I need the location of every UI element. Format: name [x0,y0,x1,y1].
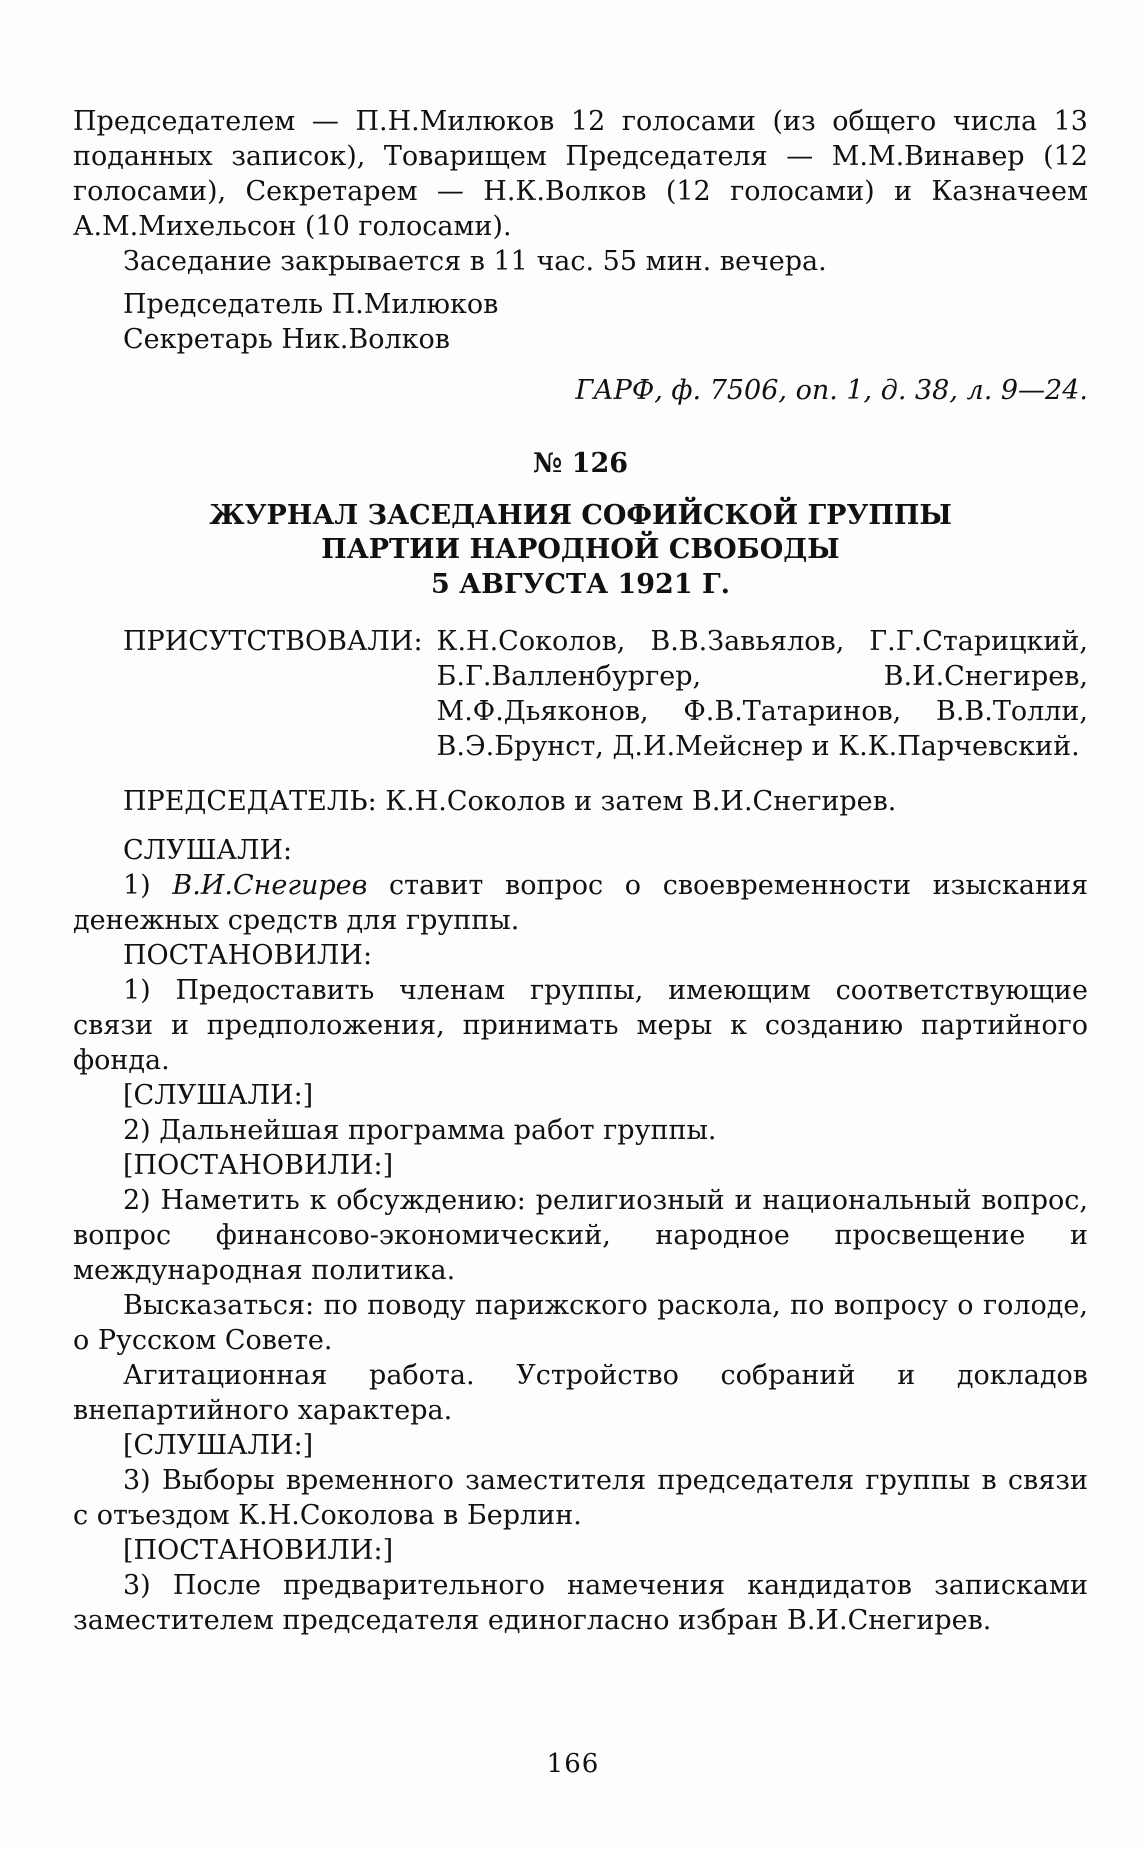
item3-heard-text: 3) Выборы временного заместителя председателя группы в связи с отъездом К.Н.Соколова в Берлин. [73,1465,1088,1531]
item2-heard-text: 2) Дальнейшая программа работ группы. [123,1115,717,1146]
closing-line: Заседание закрывается в 11 час. 55 мин. вечера. [123,246,827,277]
signature-chair: Председатель П.Милюков [123,289,499,320]
item2-extra-speak: Высказаться: по поводу парижского раскола, по вопросу о голоде, о Русском Совете. [73,1290,1088,1356]
attendees-list: К.Н.Соколов, В.В.Завьялов, Г.Г.Старицкий, Б.Г.Валленбургер, В.И.Снегирев, М.Ф.Дьяконов, Ф.В.Татаринов, В.В.Толли, В.Э.Брунст, Д.И.Мейснер и К.К.Парчевский. [436,626,1088,762]
item1-heard-rest: ставит вопрос о своевременности изыскания денежных средств для группы. [73,870,1089,936]
page-body [73,104,1088,1638]
item1-speaker: В.И.Снегирев [172,870,368,901]
item1-heard-text [73,868,1088,938]
continuation-paragraph: Председателем — П.Н.Милюков 12 голосами (из общего числа 13 поданных записок), Товарищем Председателя — М.М.Винавер (12 голосами), Секретарем — Н.К.Волков (12 голосами) и Казначеем А.М.Михельсон (10 голосами). [73,106,1088,242]
item1-heard-num: 1) [123,870,173,901]
item2-resolved-text: 2) Наметить к обсуждению: религиозный и национальный вопрос, вопрос финансово-экономический, народное просвещение и международная политика. [73,1185,1088,1286]
chairman-line: ПРЕДСЕДАТЕЛЬ: К.Н.Соколов и затем В.И.Снегирев. [123,786,897,817]
item1-heard-label: СЛУШАЛИ: [123,835,293,866]
archive-source: ГАРФ, ф. 7506, оп. 1, д. 38, л. 9—24. [575,375,1088,406]
attendees-block [73,624,1088,764]
item1-resolved-text: 1) Предоставить членам группы, имеющим соответствующие связи и предположения, принимать меры к созданию партийного фонда. [73,975,1088,1076]
item2-heard-label: [СЛУШАЛИ:] [123,1080,314,1111]
signature-secretary: Секретарь Ник.Волков [123,324,450,355]
item2-resolved-label: [ПОСТАНОВИЛИ:] [123,1150,394,1181]
page-number: 166 [546,1749,600,1779]
document-title-line2: ПАРТИИ НАРОДНОЙ СВОБОДЫ [321,534,840,565]
document-title-line1: ЖУРНАЛ ЗАСЕДАНИЯ СОФИЙСКОЙ ГРУППЫ [209,500,952,531]
document-number: № 126 [532,448,629,479]
attendees-label: ПРИСУТСТВОВАЛИ: [123,626,423,657]
item3-resolved-text: 3) После предварительного намечения кандидатов записками заместителем председателя единогласно избран В.И.Снегирев. [73,1570,1088,1636]
document-date: 5 АВГУСТА 1921 Г. [430,569,731,600]
item1-resolved-label: ПОСТАНОВИЛИ: [123,940,373,971]
item3-resolved-label: [ПОСТАНОВИЛИ:] [123,1535,394,1566]
item3-heard-label: [СЛУШАЛИ:] [123,1430,314,1461]
item2-extra-agitation: Агитационная работа. Устройство собраний и докладов внепартийного характера. [73,1360,1088,1426]
